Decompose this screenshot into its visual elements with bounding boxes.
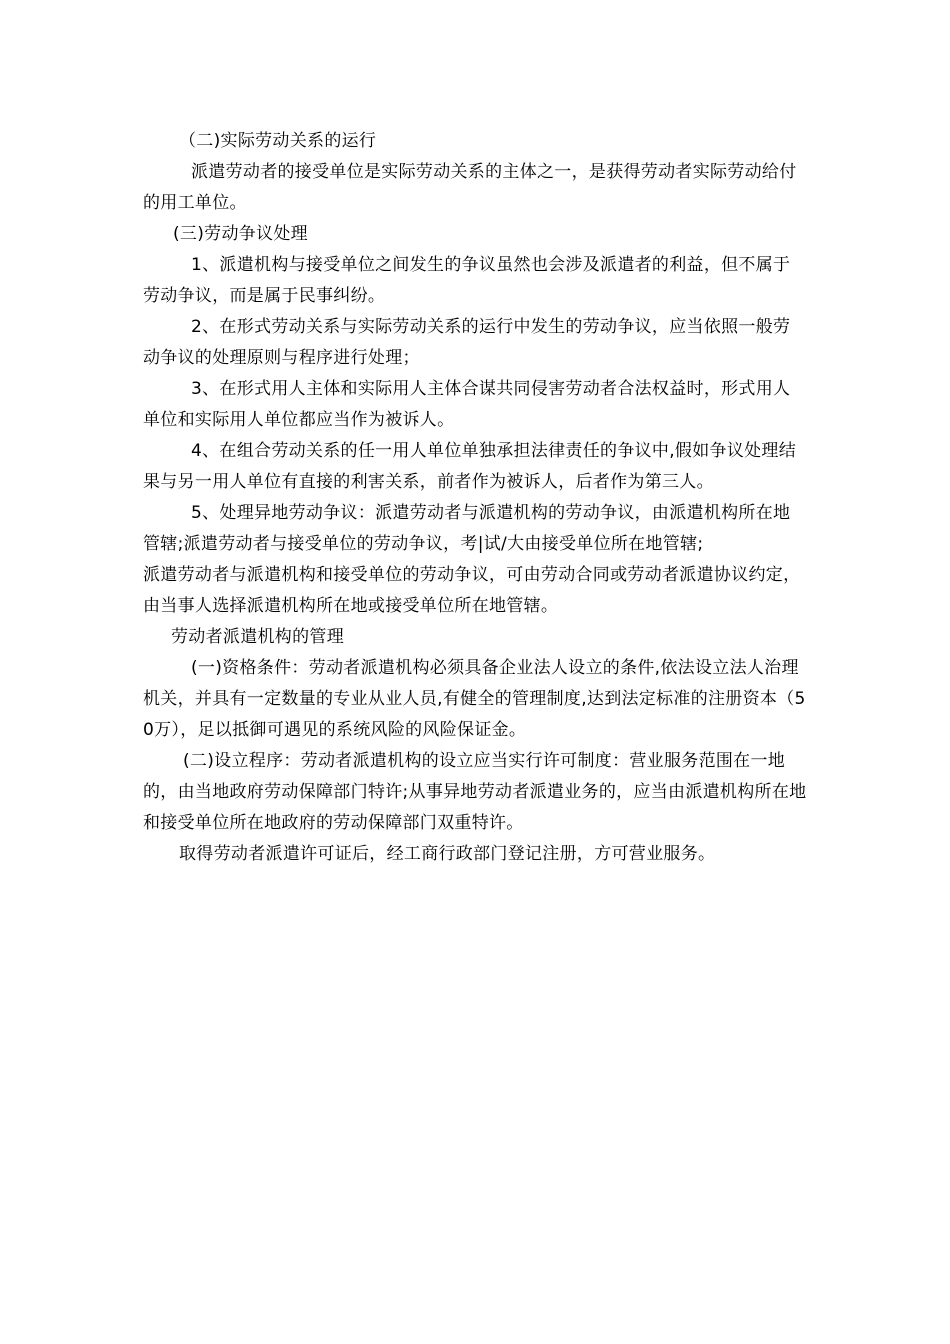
paragraph-registration: 取得劳动者派遣许可证后，经工商行政部门登记注册，方可营业服务。	[179, 844, 716, 864]
paragraph-establishment: (二)设立程序：劳动者派遣机构的设立应当实行许可制度：营业服务范围在一地的，由当地政府劳动保障部门特许;从事异地劳动者派遣业务的，应当由派遣机构所在地和接受单位所在地政府的劳动保障部门双重特许。	[143, 751, 807, 833]
document-body	[143, 126, 807, 870]
section-heading-actual-relation: （二)实际劳动关系的运行	[179, 131, 377, 151]
section-heading-dispute-handling: (三)劳动争议处理	[173, 224, 308, 244]
paragraph-item-4: 4、在组合劳动关系的任一用人单位单独承担法律责任的争议中,假如争议处理结果与另一用人单位有直接的利害关系，前者作为被诉人，后者作为第三人。	[143, 441, 797, 492]
paragraph-item-5: 5、处理异地劳动争议：派遣劳动者与派遣机构的劳动争议，由派遣机构所在地管辖;派遣劳动者与接受单位的劳动争议，考|试/大由接受单位所在地管辖;	[143, 503, 791, 554]
paragraph-receiving-unit: 派遣劳动者的接受单位是实际劳动关系的主体之一，是获得劳动者实际劳动给付的用工单位。	[143, 162, 797, 213]
section-heading-agency-management: 劳动者派遣机构的管理	[171, 627, 344, 647]
paragraph-item-3: 3、在形式用人主体和实际用人主体合谋共同侵害劳动者合法权益时，形式用人单位和实际用人单位都应当作为被诉人。	[143, 379, 791, 430]
paragraph-qualification: (一)资格条件：劳动者派遣机构必须具备企业法人设立的条件,依法设立法人治理机关，并具有一定数量的专业从业人员,有健全的管理制度,达到法定标准的注册资本（50万），足以抵御可遇见的系统风险的风险保证金。	[143, 658, 806, 740]
paragraph-item-2: 2、在形式劳动关系与实际劳动关系的运行中发生的劳动争议，应当依照一般劳动争议的处理原则与程序进行处理；	[143, 317, 791, 368]
paragraph-item-1: 1、派遣机构与接受单位之间发生的争议虽然也会涉及派遣者的利益，但不属于劳动争议，而是属于民事纠纷。	[143, 255, 791, 306]
paragraph-joint-dispute: 派遣劳动者与派遣机构和接受单位的劳动争议，可由劳动合同或劳动者派遣协议约定，由当事人选择派遣机构所在地或接受单位所在地管辖。	[143, 565, 801, 616]
